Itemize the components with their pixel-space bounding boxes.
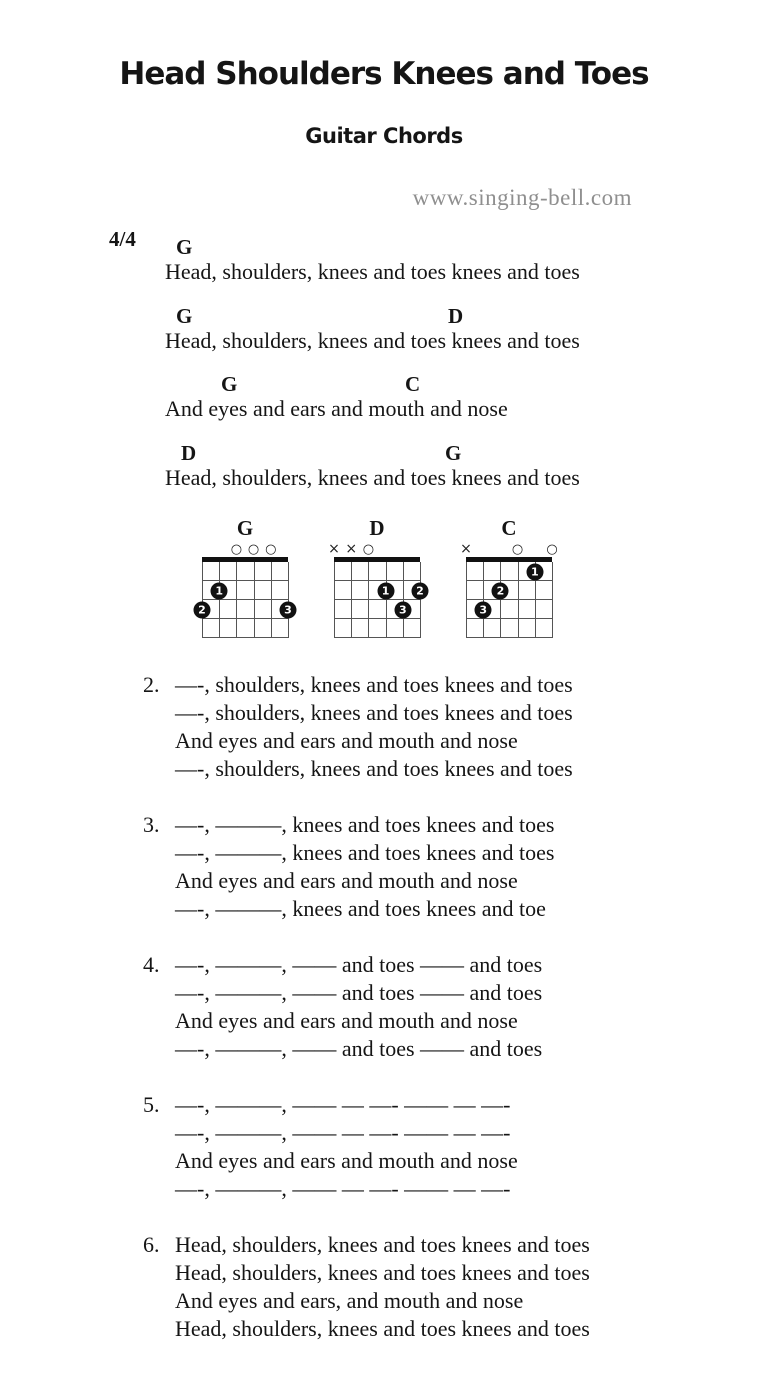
lyric-line bbox=[175, 979, 723, 1007]
lyric-text: —-, shoulders, knees and toes knees and toes bbox=[175, 756, 573, 781]
lyric-text: And eyes and ears and mouth and nose bbox=[175, 1148, 518, 1173]
lyric-line bbox=[175, 1007, 723, 1035]
chord-line bbox=[165, 373, 705, 396]
chord-lyric-line bbox=[165, 373, 705, 442]
fret-cell bbox=[518, 619, 535, 638]
lyric-text: —-, ———, —— and toes —— and toes bbox=[175, 980, 543, 1005]
lyric-line bbox=[175, 839, 723, 867]
chord-diagram-name: C bbox=[501, 516, 517, 540]
chord-lyric-line bbox=[165, 236, 705, 305]
fret-cell bbox=[254, 600, 271, 619]
open-string-icon: ○ bbox=[546, 542, 558, 557]
fret-cell bbox=[535, 581, 552, 600]
website-link[interactable]: www.singing-bell.com bbox=[412, 185, 632, 210]
fret-cell bbox=[271, 619, 288, 638]
fret-cell bbox=[334, 619, 351, 638]
lyric-text: And eyes and ears, and mouth and nose bbox=[175, 1288, 524, 1313]
lyric-text: —-, shoulders, knees and toes knees and toes bbox=[175, 672, 573, 697]
finger-dot-2: 2 bbox=[412, 582, 429, 599]
lyric-line bbox=[175, 699, 723, 727]
lyric-line bbox=[175, 1035, 723, 1063]
chord-label-d: D bbox=[448, 303, 464, 328]
lyric-text: —-, ———, knees and toes knees and toes bbox=[175, 812, 555, 837]
chord-line bbox=[165, 442, 705, 465]
lyric-text: Head, shoulders, knees and toes knees and toes bbox=[175, 1260, 590, 1285]
lyric-line bbox=[143, 671, 723, 699]
fret-cell bbox=[518, 581, 535, 600]
fret-cell bbox=[219, 600, 236, 619]
chord-diagrams-row bbox=[198, 516, 558, 638]
muted-string-icon: × bbox=[345, 541, 358, 557]
finger-dot-2: 2 bbox=[194, 601, 211, 618]
lyric-line bbox=[175, 1147, 723, 1175]
open-string-icon: ○ bbox=[511, 542, 524, 557]
lyric-line bbox=[175, 727, 723, 755]
lyric-text: And eyes and ears and mouth and nose bbox=[175, 728, 518, 753]
lyric-text: Head, shoulders, knees and toes knees and toes bbox=[175, 1232, 590, 1257]
chord-label-g: G bbox=[221, 372, 238, 396]
fret-cell bbox=[254, 562, 271, 581]
lyric-line bbox=[175, 1175, 723, 1203]
chord-label-g: G bbox=[176, 303, 193, 328]
fret-cell bbox=[236, 600, 253, 619]
fret-cell bbox=[351, 562, 368, 581]
fret-cell bbox=[500, 619, 517, 638]
chord-diagram-d bbox=[328, 516, 424, 638]
finger-dot-3: 3 bbox=[394, 601, 411, 618]
verse-6 bbox=[143, 1231, 723, 1343]
fret-cell bbox=[351, 581, 368, 600]
fret-cell bbox=[236, 581, 253, 600]
lyric-text: And eyes and ears and mouth and nose bbox=[175, 868, 518, 893]
open-string-icon: ○ bbox=[230, 542, 243, 557]
lyric-text: Head, shoulders, knees and toes knees and toes bbox=[175, 1316, 590, 1341]
fret-cell bbox=[518, 600, 535, 619]
time-signature: 4/4 bbox=[109, 227, 136, 251]
fret-cell bbox=[254, 581, 271, 600]
verses-list bbox=[143, 671, 723, 1371]
fret-cell bbox=[368, 619, 385, 638]
fret-cell bbox=[351, 619, 368, 638]
lyric-text: And eyes and ears and mouth and nose bbox=[175, 1008, 518, 1033]
verse-3 bbox=[143, 811, 723, 923]
fret-cell bbox=[368, 600, 385, 619]
fret-cell bbox=[386, 619, 403, 638]
lyric-line bbox=[175, 755, 723, 783]
fret-cell bbox=[403, 562, 420, 581]
verse-number: 6. bbox=[143, 1232, 160, 1257]
fretboard-grid bbox=[466, 562, 553, 638]
fret-cell bbox=[271, 581, 288, 600]
chord-label-c: C bbox=[405, 372, 421, 396]
lyric-line bbox=[175, 1119, 723, 1147]
chord-diagram-c bbox=[460, 516, 558, 638]
fret-cell bbox=[403, 619, 420, 638]
lyric-text: —-, ———, knees and toes knees and toes bbox=[175, 840, 555, 865]
lyric-text: —-, ———, —— — —- —— — —- bbox=[175, 1120, 511, 1145]
fretboard-grid bbox=[334, 562, 424, 638]
verse-2 bbox=[143, 671, 723, 783]
lyric-text: —-, ———, —— and toes —— and toes bbox=[175, 952, 543, 977]
lyric-line bbox=[175, 1315, 723, 1343]
finger-dot-3: 3 bbox=[280, 601, 297, 618]
fret-cell bbox=[466, 581, 483, 600]
finger-dot-3: 3 bbox=[475, 601, 492, 618]
string-markers bbox=[202, 540, 288, 557]
chord-diagram-name: D bbox=[369, 516, 385, 540]
lyric-text: —-, ———, knees and toes knees and toe bbox=[175, 896, 546, 921]
fret-cell bbox=[535, 619, 552, 638]
muted-string-icon: × bbox=[328, 541, 340, 557]
lyric-line bbox=[175, 895, 723, 923]
verse-5 bbox=[143, 1091, 723, 1203]
fret-cell bbox=[483, 562, 500, 581]
open-string-icon: ○ bbox=[247, 542, 260, 557]
verse-number: 2. bbox=[143, 672, 160, 697]
fret-cell bbox=[236, 562, 253, 581]
lyric-line bbox=[143, 1091, 723, 1119]
verse-number: 4. bbox=[143, 952, 160, 977]
chord-label-g: G bbox=[445, 440, 462, 465]
chord-diagram-name: G bbox=[236, 516, 254, 540]
fret-cell bbox=[202, 562, 219, 581]
page-title: Head Shoulders Knees and Toes bbox=[119, 56, 649, 92]
open-string-icon: ○ bbox=[265, 542, 277, 557]
lyric-line bbox=[175, 1259, 723, 1287]
verse-1 bbox=[165, 236, 705, 510]
string-markers bbox=[460, 540, 558, 557]
finger-dot-2: 2 bbox=[492, 582, 509, 599]
lyric-line bbox=[143, 951, 723, 979]
lyric-text: —-, ———, —— and toes —— and toes bbox=[175, 1036, 543, 1061]
chord-line bbox=[165, 236, 705, 259]
lyric-line bbox=[175, 1287, 723, 1315]
verse-number: 5. bbox=[143, 1092, 160, 1117]
fretboard-grid bbox=[198, 562, 292, 638]
fret-cell bbox=[219, 619, 236, 638]
muted-string-icon: × bbox=[460, 541, 472, 557]
fret-cell bbox=[334, 562, 351, 581]
verse-4 bbox=[143, 951, 723, 1063]
fret-cell bbox=[351, 600, 368, 619]
fret-cell bbox=[202, 619, 219, 638]
fret-cell bbox=[271, 562, 288, 581]
fret-cell bbox=[535, 600, 552, 619]
chord-diagram-g bbox=[198, 516, 292, 638]
chord-lyric-line bbox=[165, 442, 705, 511]
fret-cell bbox=[236, 619, 253, 638]
fret-cell bbox=[368, 562, 385, 581]
lyric-line: Head, shoulders, knees and toes knees and toes bbox=[165, 259, 580, 284]
fret-cell bbox=[254, 619, 271, 638]
fret-cell bbox=[219, 562, 236, 581]
finger-dot-1: 1 bbox=[211, 582, 228, 599]
fret-cell bbox=[466, 619, 483, 638]
fret-cell bbox=[334, 581, 351, 600]
page-subtitle: Guitar Chords bbox=[305, 124, 463, 148]
fret-cell bbox=[386, 562, 403, 581]
chord-lyric-line bbox=[165, 305, 705, 374]
fret-cell bbox=[500, 600, 517, 619]
lyric-text: —-, ———, —— — —- —— — —- bbox=[175, 1092, 511, 1117]
lyric-line bbox=[175, 867, 723, 895]
lyric-line: And eyes and ears and mouth and nose bbox=[165, 396, 508, 421]
finger-dot-1: 1 bbox=[377, 582, 394, 599]
lyric-line: Head, shoulders, knees and toes knees and toes bbox=[165, 327, 580, 353]
chord-label-g: G bbox=[176, 235, 193, 259]
lyric-line bbox=[143, 1231, 723, 1259]
lyric-text: —-, shoulders, knees and toes knees and toes bbox=[175, 700, 573, 725]
chord-label-d: D bbox=[181, 440, 197, 465]
fret-cell bbox=[466, 562, 483, 581]
fret-cell bbox=[483, 619, 500, 638]
lyric-text: —-, ———, —— — —- —— — —- bbox=[175, 1176, 511, 1201]
verse-number: 3. bbox=[143, 812, 160, 837]
string-markers bbox=[328, 540, 420, 557]
fret-cell bbox=[334, 600, 351, 619]
lyric-line bbox=[143, 811, 723, 839]
chord-line bbox=[165, 305, 705, 328]
finger-dot-1: 1 bbox=[526, 563, 543, 580]
lyric-line: Head, shoulders, knees and toes knees and toes bbox=[165, 464, 580, 490]
fret-cell bbox=[500, 562, 517, 581]
open-string-icon: ○ bbox=[362, 542, 375, 557]
